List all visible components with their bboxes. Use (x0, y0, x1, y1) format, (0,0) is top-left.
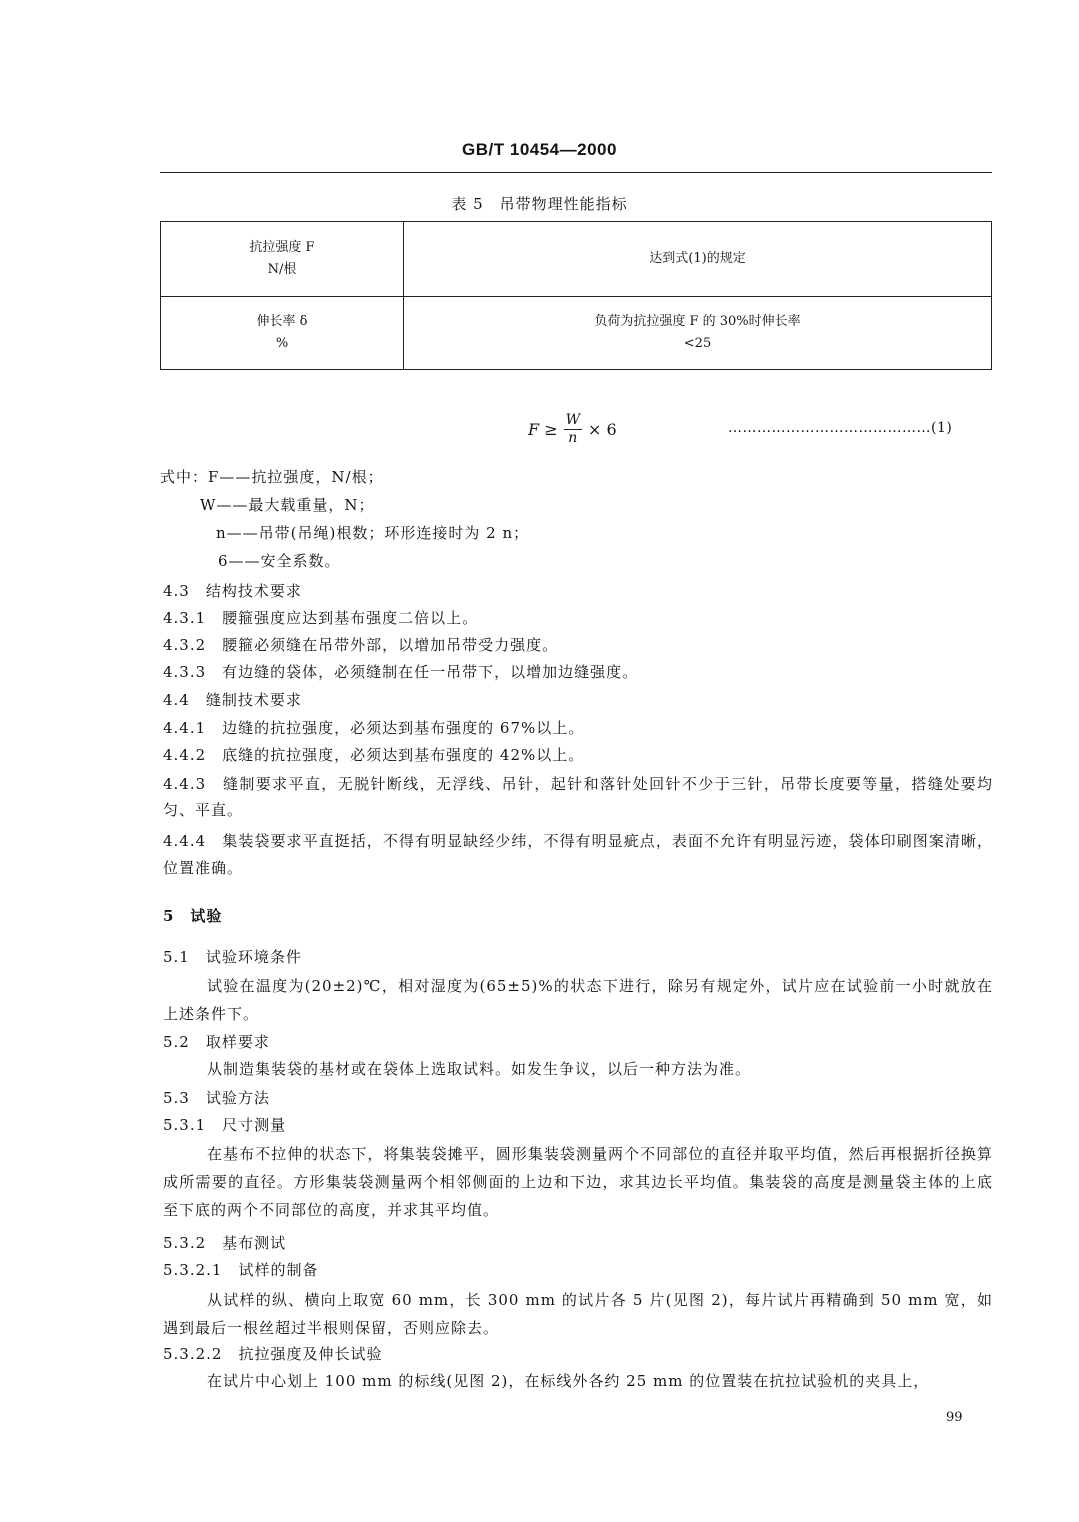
section-heading: 5.3 试验方法 (163, 1089, 270, 1107)
paragraph: 从制造集装袋的基材或在袋体上选取试料。如发生争议，以后一种方法为准。 (207, 1060, 752, 1078)
property-name: 伸长率 δ (256, 314, 308, 329)
property-name: 抗拉强度 F (249, 240, 315, 255)
section-heading: 5.3.2.1 试样的制备 (163, 1261, 319, 1279)
equation-number: ……………………………………(1) (728, 420, 953, 436)
section-heading: 5.3.2.2 抗拉强度及伸长试验 (163, 1345, 383, 1363)
section-heading: 4.3 结构技术要求 (163, 582, 302, 600)
legend-line: 式中：F——抗拉强度，N/根； (160, 468, 384, 486)
table-row (161, 222, 992, 297)
section-heading: 5.1 试验环境条件 (163, 948, 302, 966)
clause: 4.3.2 腰箍必须缝在吊带外部，以增加吊带受力强度。 (163, 636, 559, 654)
formula-fraction (564, 412, 582, 447)
requirement-text: 达到式(1)的规定 (649, 251, 746, 266)
paragraph: 在基布不拉伸的状态下，将集装袋摊平，圆形集装袋测量两个不同部位的直径并取平均值，然后再根据折径换算成所需要的直径。方形集装袋测量两个相邻侧面的上边和下边，求其边长平均值。集装袋的高度是测量袋主体的上底至下底的两个不同部位的高度，并求其平均值。 (163, 1145, 993, 1219)
paragraph: 在试片中心划上 100 mm 的标线(见图 2)，在标线外各约 25 mm 的位置装在抗拉试验机的夹具上， (207, 1372, 930, 1390)
paragraph: 试验在温度为(20±2)℃，相对湿度为(65±5)%的状态下进行，除另有规定外，试片应在试验前一小时就放在上述条件下。 (163, 977, 993, 1023)
page-number: 99 (946, 1410, 963, 1425)
section-heading: 5.3.1 尺寸测量 (163, 1116, 287, 1134)
clause: 4.4.1 边缝的抗拉强度，必须达到基布强度的 67%以上。 (163, 719, 585, 737)
standard-code-header: GB/T 10454—2000 (462, 140, 617, 159)
requirement-limit: <25 (683, 336, 712, 351)
property-unit: % (275, 336, 289, 351)
formula-lhs: F ≥ (528, 420, 558, 439)
formula-numerator: W (565, 412, 580, 428)
table-cell-property (161, 297, 404, 370)
formula-rhs: × 6 (587, 420, 617, 439)
property-unit: N/根 (267, 262, 297, 277)
formula-denominator: n (568, 430, 578, 446)
clause: 4.4.4 集装袋要求平直挺括，不得有明显缺经少纬，不得有明显疵点，表面不允许有明显污迹，袋体印刷图案清晰，位置准确。 (163, 832, 993, 877)
header-rule (160, 172, 992, 173)
table-cell-requirement (404, 222, 992, 297)
chapter-heading: 5 试验 (163, 907, 223, 925)
table-5 (160, 221, 992, 370)
clause: 4.4.2 底缝的抗拉强度，必须达到基布强度的 42%以上。 (163, 746, 585, 764)
table-cell-requirement (404, 297, 992, 370)
legend-line: 6——安全系数。 (218, 552, 341, 570)
table-5-caption: 表 5 吊带物理性能指标 (451, 195, 628, 213)
section-heading: 5.3.2 基布测试 (163, 1234, 287, 1252)
requirement-text: 负荷为抗拉强度 F 的 30%时伸长率 (594, 314, 801, 329)
legend-line: n——吊带(吊绳)根数；环形连接时为 2 n； (216, 524, 530, 542)
clause: 4.3.3 有边缝的袋体，必须缝制在任一吊带下，以增加边缝强度。 (163, 663, 639, 681)
section-heading: 4.4 缝制技术要求 (163, 691, 302, 709)
table-cell-property (161, 222, 404, 297)
formula-1 (528, 412, 617, 447)
legend-line: W——最大载重量，N； (200, 496, 375, 514)
table-row (161, 297, 992, 370)
clause: 4.4.3 缝制要求平直，无脱针断线，无浮线、吊针，起针和落针处回针不少于三针，吊带长度要等量，搭缝处要均匀、平直。 (163, 775, 993, 819)
paragraph: 从试样的纵、横向上取宽 60 mm，长 300 mm 的试片各 5 片(见图 2)，每片试片再精确到 50 mm 宽，如遇到最后一根丝超过半根则保留，否则应除去。 (163, 1291, 993, 1337)
clause: 4.3.1 腰箍强度应达到基布强度二倍以上。 (163, 609, 479, 627)
section-heading: 5.2 取样要求 (163, 1033, 270, 1051)
